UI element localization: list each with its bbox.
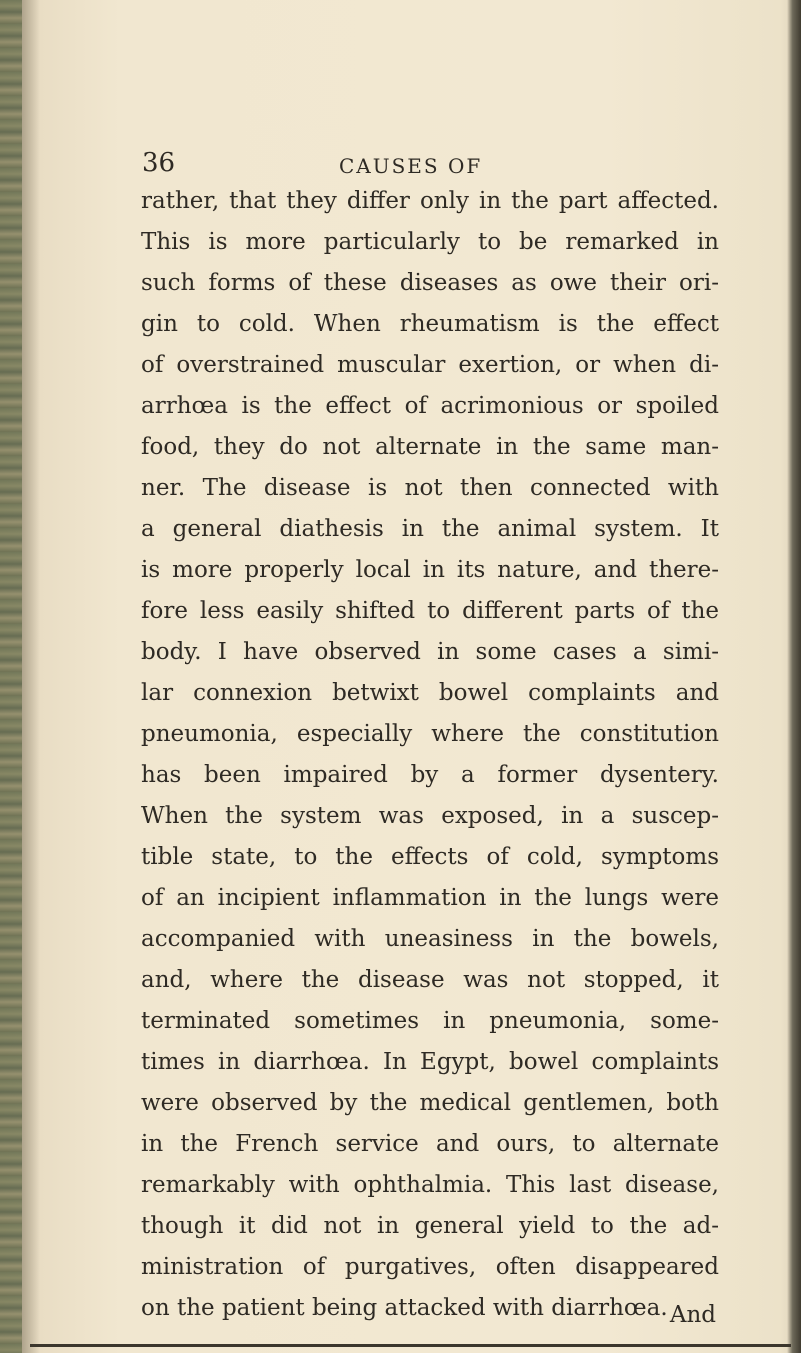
text-line: body. I have observed in some cases a simi- (141, 639, 719, 665)
binding-edge (0, 0, 22, 1353)
text-line: pneumonia, especially where the constitution (141, 721, 719, 747)
text-line: terminated sometimes in pneumonia, some- (141, 1008, 719, 1034)
text-line: of an incipient inflammation in the lungs were (141, 885, 719, 911)
text-line: When the system was exposed, in a suscep- (141, 803, 719, 829)
body-text (141, 181, 719, 1329)
text-line: times in diarrhœa. In Egypt, bowel complaints (141, 1049, 719, 1075)
bottom-edge-line (30, 1344, 791, 1347)
text-line: though it did not in general yield to the ad- (141, 1213, 719, 1239)
text-line: such forms of these diseases as owe their ori- (141, 270, 719, 296)
text-line: rather, that they differ only in the part affected. (141, 188, 719, 214)
text-line: lar connexion betwixt bowel complaints and (141, 680, 719, 706)
text-line: on the patient being attacked with diarrhœa. (141, 1295, 668, 1321)
text-line: food, they do not alternate in the same man- (141, 434, 719, 460)
text-line: and, where the disease was not stopped, it (141, 967, 719, 993)
text-line: ner. The disease is not then connected with (141, 475, 719, 501)
text-line: arrhœa is the effect of acrimonious or spoiled (141, 393, 719, 419)
text-line: is more properly local in its nature, and there- (141, 557, 719, 583)
text-line: were observed by the medical gentlemen, both (141, 1090, 719, 1116)
page-edge (787, 0, 801, 1353)
text-line: ministration of purgatives, often disappeared (141, 1254, 719, 1280)
text-line: has been impaired by a former dysentery. (141, 762, 719, 788)
text-line: gin to cold. When rheumatism is the effect (141, 311, 719, 337)
text-line: remarkably with ophthalmia. This last disease, (141, 1172, 719, 1198)
text-line: This is more particularly to be remarked in (141, 229, 719, 255)
text-line: a general diathesis in the animal system. It (141, 516, 719, 542)
page-number: 36 (142, 148, 176, 178)
text-line: tible state, to the effects of cold, symptoms (141, 844, 719, 870)
text-line: of overstrained muscular exertion, or when di- (141, 352, 719, 378)
text-line: accompanied with uneasiness in the bowels, (141, 926, 719, 952)
running-head: CAUSES OF (339, 154, 483, 178)
gutter-shadow (22, 0, 40, 1353)
text-line: in the French service and ours, to alternate (141, 1131, 719, 1157)
text-line: fore less easily shifted to different parts of the (141, 598, 719, 624)
catchword: And (669, 1302, 716, 1328)
